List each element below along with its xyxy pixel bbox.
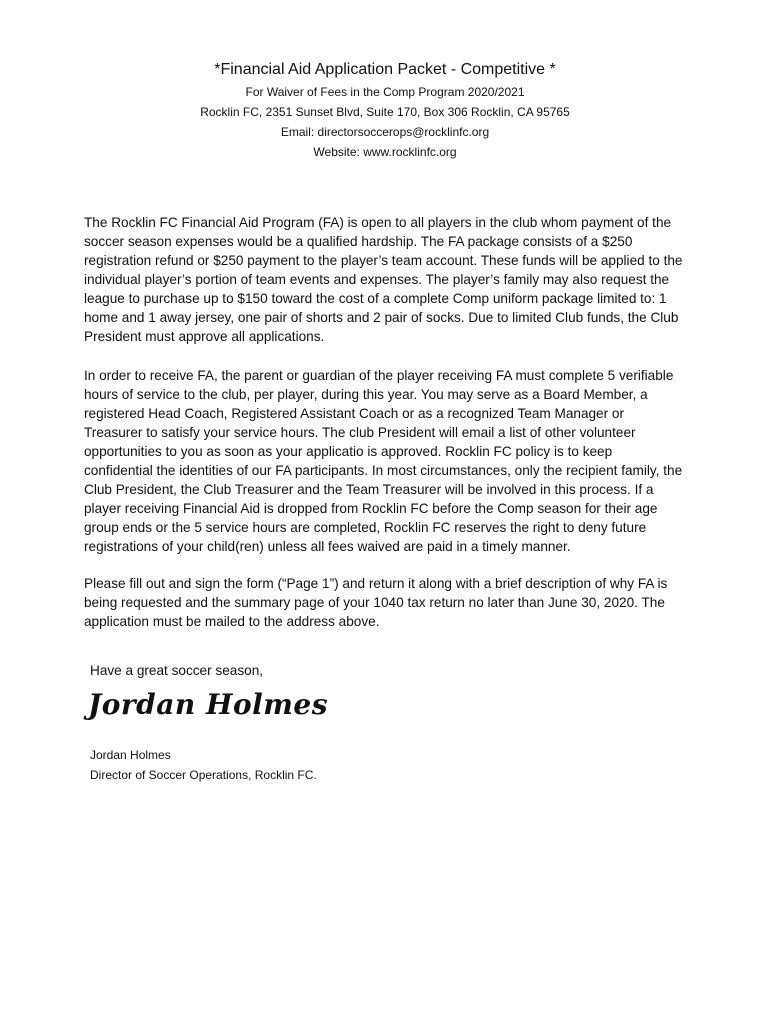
club-website: Website: www.rocklinfc.org bbox=[313, 145, 457, 159]
paragraph-program-overview bbox=[84, 213, 684, 346]
club-email: Email: directorsoccerops@rocklinfc.org bbox=[280, 125, 490, 139]
signer-name: Jordan Holmes bbox=[90, 748, 171, 762]
signature-block bbox=[90, 745, 317, 785]
signer-role: Director of Soccer Operations, Rocklin FC. bbox=[90, 768, 317, 782]
letter-header bbox=[0, 58, 770, 162]
paragraph-submission-instructions bbox=[84, 574, 684, 631]
document-title: *Financial Aid Application Packet - Competitive * bbox=[214, 61, 556, 78]
club-address: Rocklin FC, 2351 Sunset Blvd, Suite 170, Box 306 Rocklin, CA 95765 bbox=[200, 105, 570, 119]
paragraph-text: The Rocklin FC Financial Aid Program (FA) is open to all players in the club whom payment of the soccer season expenses would be a qualified hardship. The FA package consists of a $250 registration refund or $250 payment to the player’s team account. These funds will be applied to the individual player’s portion of team events and expenses. The player’s family may also request the league to purchase up to $150 toward the cost of a complete Comp uniform package limited to: 1 home and 1 away jersey, one pair of shorts and 2 pair of socks. Due to limited Club funds, the Club President must approve all applications. bbox=[84, 215, 683, 344]
closing-greeting: Have a great soccer season, bbox=[90, 663, 264, 678]
paragraph-text: In order to receive FA, the parent or guardian of the player receiving FA must complete 5 verifiable hours of service to the club, per player, during this year. You may serve as a Board Member, a registered Head Coach, Registered Assistant Coach or as a recognized Team Manager or Treasurer to satisfy your service hours. The club President will email a list of other volunteer opportunities to you as soon as your applicatio is approved. Rocklin FC policy is to keep confidential the identities of our FA participants. In most circumstances, only the recipient family, the Club President, the Club Treasurer and the Team Treasurer will be involved in this process. If a player receiving Financial Aid is dropped from Rocklin FC before the Comp season for their age group ends or the 5 service hours are completed, Rocklin FC reserves the right to deny future registrations of your child(ren) unless all fees waived are paid in a timely manner. bbox=[84, 368, 683, 554]
paragraph-text: Please fill out and sign the form (“Page 1”) and return it along with a brief description of why FA is being requested and the summary page of your 1040 tax return no later than June 30, 2020. The application must be mailed to the address above. bbox=[84, 576, 668, 629]
paragraph-service-requirements bbox=[84, 366, 684, 556]
document-subtitle: For Waiver of Fees in the Comp Program 2020/2021 bbox=[245, 85, 525, 99]
handwritten-signature: Jordan Holmes bbox=[88, 688, 328, 721]
